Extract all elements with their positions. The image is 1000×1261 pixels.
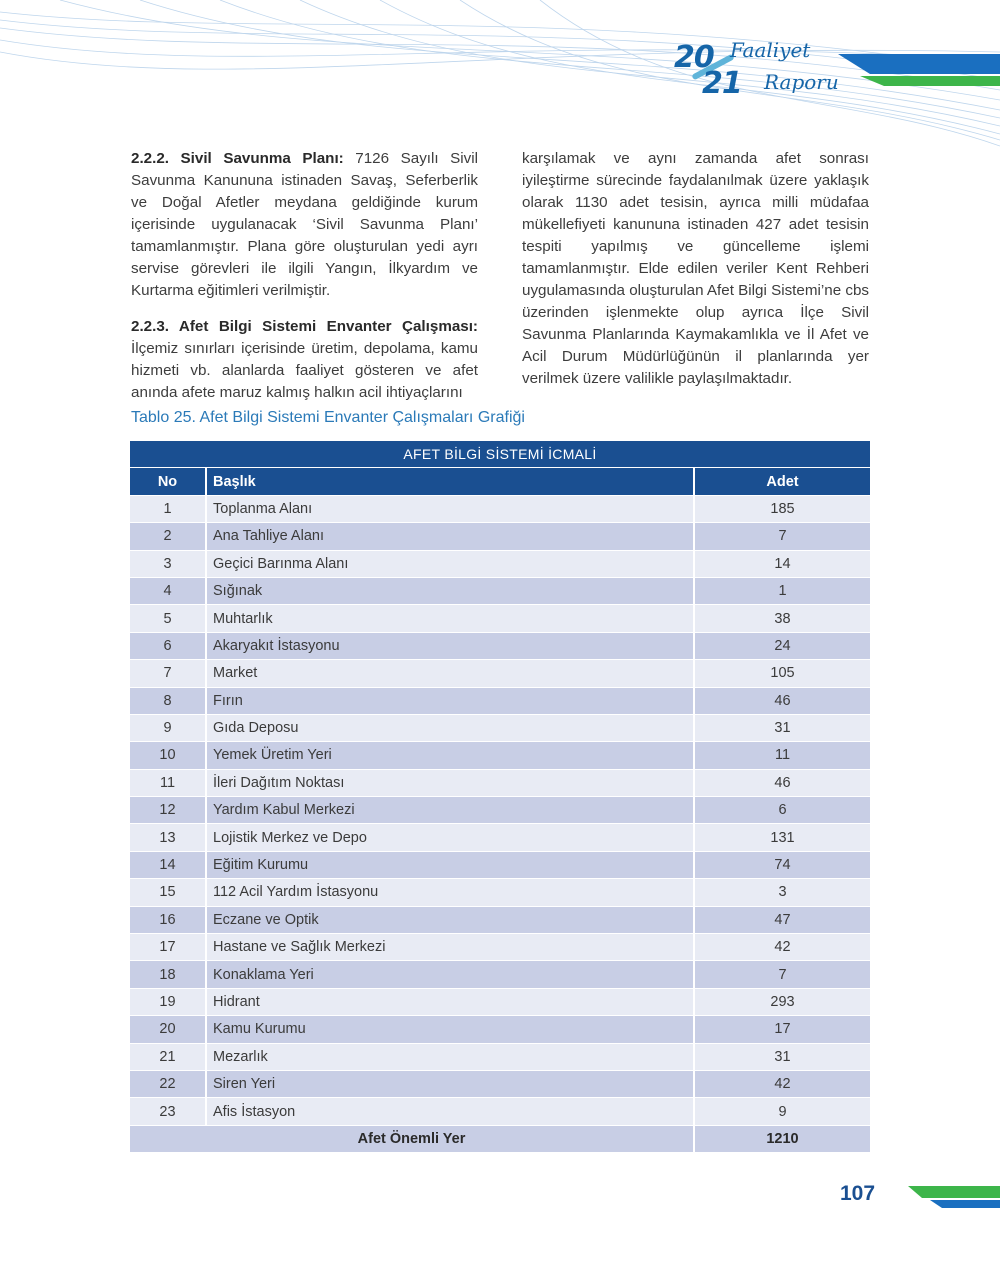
table-row xyxy=(130,1098,870,1125)
table-row xyxy=(130,961,870,988)
cell-title: Afis İstasyon xyxy=(207,1098,695,1125)
cell-qty: 46 xyxy=(695,688,870,715)
paragraph-continuation: karşılamak ve aynı zamanda afet sonrası iyileştirme sürecinde faydalanılmak üzere yaklaşık olarak 1130 adet tesisin, ayrıca milli müdafaa mükellefiyeti kanununa istinaden 427 adet tesisin tespiti yapılmış ve güncelleme işlemi tamamlanmıştır. Elde edilen veriler Kent Rehberi uygulamasında oluşturulan Afet Bilgi Sistemi’ne cbs üzerinden işlenmekte olup ayrıca İlçe Sivil Savunma Planlarında Kaymakamlıkla ve İl Afet ve Acil Durum Müdürlüğünün il planlarında yer verilmek üzere valilikle paylaşılmaktadır. xyxy=(522,150,869,387)
cell-no: 8 xyxy=(130,688,207,715)
cell-title: İleri Dağıtım Noktası xyxy=(207,770,695,797)
cell-title: Akaryakıt İstasyonu xyxy=(207,633,695,660)
cell-qty: 185 xyxy=(695,496,870,523)
cell-qty: 46 xyxy=(695,770,870,797)
cell-no: 15 xyxy=(130,879,207,906)
cell-no: 4 xyxy=(130,578,207,605)
table-row xyxy=(130,715,870,742)
cell-qty: 14 xyxy=(695,551,870,578)
table-row xyxy=(130,742,870,769)
cell-no: 21 xyxy=(130,1044,207,1071)
column-header-title: Başlık xyxy=(207,468,695,495)
logo-year-top: 20 xyxy=(674,40,714,75)
column-header-no: No xyxy=(130,468,207,495)
cell-no: 10 xyxy=(130,742,207,769)
cell-no: 2 xyxy=(130,523,207,550)
table-row xyxy=(130,660,870,687)
cell-no: 22 xyxy=(130,1071,207,1098)
cell-qty: 11 xyxy=(695,742,870,769)
heading-disaster-inventory: 2.2.3. Afet Bilgi Sistemi Envanter Çalışması: xyxy=(131,318,478,335)
table-row xyxy=(130,852,870,879)
footer-stripes xyxy=(908,1182,1000,1212)
logo-word-faaliyet: Faaliyet xyxy=(730,38,811,62)
cell-title: Ana Tahliye Alanı xyxy=(207,523,695,550)
cell-title: Yardım Kabul Merkezi xyxy=(207,797,695,824)
logo-word-raporu: Raporu xyxy=(764,70,839,94)
table-row xyxy=(130,797,870,824)
cell-no: 11 xyxy=(130,770,207,797)
disaster-summary-table xyxy=(130,441,870,1153)
table-total-row xyxy=(130,1126,870,1153)
cell-qty: 47 xyxy=(695,907,870,934)
total-value: 1210 xyxy=(695,1126,870,1153)
logo-year-bottom: 21 xyxy=(702,66,742,101)
text-disaster-inventory: İlçemiz sınırları içerisinde üretim, depolama, kamu hizmeti vb. alanlarda faaliyet gösteren ve afet anında afete maruz kalmış halkın acil ihtiyaçlarını xyxy=(131,340,478,401)
cell-no: 5 xyxy=(130,605,207,632)
cell-title: Geçici Barınma Alanı xyxy=(207,551,695,578)
cell-qty: 31 xyxy=(695,715,870,742)
cell-title: Kamu Kurumu xyxy=(207,1016,695,1043)
cell-no: 18 xyxy=(130,961,207,988)
cell-title: Hastane ve Sağlık Merkezi xyxy=(207,934,695,961)
table-row xyxy=(130,1071,870,1098)
paragraph-disaster-inventory xyxy=(131,316,478,404)
cell-qty: 42 xyxy=(695,934,870,961)
cell-no: 23 xyxy=(130,1098,207,1125)
left-text-column xyxy=(131,148,478,418)
cell-no: 16 xyxy=(130,907,207,934)
cell-qty: 17 xyxy=(695,1016,870,1043)
page-number: 107 xyxy=(840,1182,876,1205)
table-row xyxy=(130,578,870,605)
cell-qty: 6 xyxy=(695,797,870,824)
cell-qty: 74 xyxy=(695,852,870,879)
cell-qty: 131 xyxy=(695,824,870,851)
cell-qty: 1 xyxy=(695,578,870,605)
cell-title: Yemek Üretim Yeri xyxy=(207,742,695,769)
cell-no: 6 xyxy=(130,633,207,660)
column-header-qty: Adet xyxy=(695,468,870,495)
cell-qty: 9 xyxy=(695,1098,870,1125)
cell-qty: 293 xyxy=(695,989,870,1016)
table-title: AFET BİLGİ SİSTEMİ İCMALİ xyxy=(130,441,870,468)
cell-qty: 105 xyxy=(695,660,870,687)
right-text-column xyxy=(522,148,869,404)
table-row xyxy=(130,523,870,550)
cell-no: 7 xyxy=(130,660,207,687)
cell-title: Toplanma Alanı xyxy=(207,496,695,523)
table-row xyxy=(130,551,870,578)
cell-title: Mezarlık xyxy=(207,1044,695,1071)
table-row xyxy=(130,770,870,797)
table-row xyxy=(130,879,870,906)
cell-title: Lojistik Merkez ve Depo xyxy=(207,824,695,851)
table-row xyxy=(130,1016,870,1043)
cell-title: Eczane ve Optik xyxy=(207,907,695,934)
table-row xyxy=(130,934,870,961)
cell-no: 14 xyxy=(130,852,207,879)
table-row xyxy=(130,907,870,934)
cell-qty: 42 xyxy=(695,1071,870,1098)
cell-no: 9 xyxy=(130,715,207,742)
table-row xyxy=(130,1044,870,1071)
cell-no: 20 xyxy=(130,1016,207,1043)
total-label: Afet Önemli Yer xyxy=(130,1126,695,1153)
cell-title: Siren Yeri xyxy=(207,1071,695,1098)
table-row xyxy=(130,688,870,715)
cell-qty: 7 xyxy=(695,961,870,988)
cell-title: Fırın xyxy=(207,688,695,715)
paragraph-civil-defense xyxy=(131,148,478,302)
cell-title: Gıda Deposu xyxy=(207,715,695,742)
cell-qty: 7 xyxy=(695,523,870,550)
cell-qty: 38 xyxy=(695,605,870,632)
cell-no: 3 xyxy=(130,551,207,578)
cell-no: 1 xyxy=(130,496,207,523)
cell-title: 112 Acil Yardım İstasyonu xyxy=(207,879,695,906)
heading-civil-defense-plan: 2.2.2. Sivil Savunma Planı: xyxy=(131,150,344,167)
cell-title: Hidrant xyxy=(207,989,695,1016)
table-row xyxy=(130,824,870,851)
cell-title: Eğitim Kurumu xyxy=(207,852,695,879)
table-row xyxy=(130,989,870,1016)
table-row xyxy=(130,496,870,523)
text-civil-defense-plan: 7126 Sayılı Sivil Savunma Kanununa istinaden Savaş, Seferberlik ve Doğal Afetler meydana geldiğinde kurum içerisinde uygulanacak ‘Sivil Savunma Planı’ tamamlanmıştır. Plana göre oluşturulan yedi ayrı servise görevleri ile ilgili Yangın, İlkyardım ve Kurtarma eğitimleri verilmiştir. xyxy=(131,150,478,299)
cell-title: Muhtarlık xyxy=(207,605,695,632)
cell-title: Market xyxy=(207,660,695,687)
cell-title: Sığınak xyxy=(207,578,695,605)
cell-qty: 31 xyxy=(695,1044,870,1071)
table-caption: Tablo 25. Afet Bilgi Sistemi Envanter Çalışmaları Grafiği xyxy=(131,409,525,426)
cell-no: 17 xyxy=(130,934,207,961)
cell-title: Konaklama Yeri xyxy=(207,961,695,988)
cell-qty: 24 xyxy=(695,633,870,660)
cell-qty: 3 xyxy=(695,879,870,906)
table-row xyxy=(130,605,870,632)
table-row xyxy=(130,633,870,660)
annual-report-logo xyxy=(668,38,858,108)
cell-no: 12 xyxy=(130,797,207,824)
cell-no: 19 xyxy=(130,989,207,1016)
cell-no: 13 xyxy=(130,824,207,851)
